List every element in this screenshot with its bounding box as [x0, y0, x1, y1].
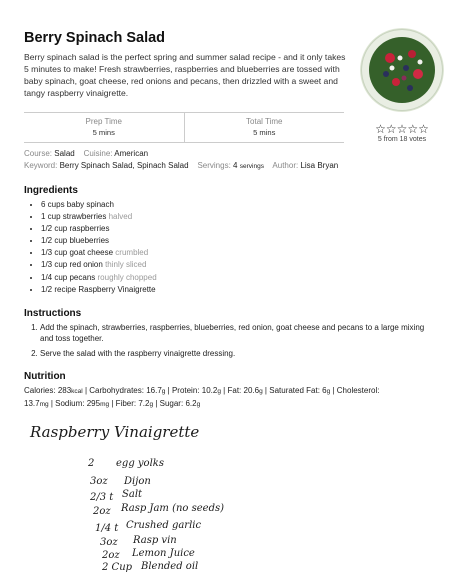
- instruction-step: 2. Serve the salad with the raspberry vinaigrette dressing.: [40, 348, 434, 360]
- handwritten-item: egg yolks: [116, 458, 164, 469]
- nutrition-heading: Nutrition: [24, 371, 66, 383]
- ingredient-item: • 1/2 cup raspberries: [41, 223, 434, 235]
- cuisine-value: American: [114, 149, 149, 158]
- ingredient-item: • 1/2 cup blueberries: [41, 235, 434, 247]
- handwritten-qty: 2 Cup: [102, 562, 133, 573]
- servings-label: Servings:: [197, 161, 231, 170]
- handwritten-qty: 2oz: [102, 550, 120, 561]
- author-value: Lisa Bryan: [300, 161, 339, 170]
- nutrition-facts: Calories: 283kcal | Carbohydrates: 16.7g | Protein: 10.2g | Fat: 20.6g | Saturated Fat: 6g | Cholesterol: 13.7mg | Sodium: 295mg | Fiber: 7.2g | Sugar: 6.2g: [24, 386, 380, 409]
- rating-stars-icon[interactable]: ☆☆☆☆☆: [375, 122, 429, 136]
- prep-time-value: 5 mins: [92, 128, 115, 137]
- handwritten-item: Crushed garlic: [126, 520, 202, 531]
- handwritten-item: Rasp Jam (no seeds): [121, 503, 225, 514]
- keyword-label: Keyword:: [24, 161, 58, 170]
- ingredient-item: • 1 cup strawberries halved: [41, 211, 434, 223]
- handwritten-title: Raspberry Vinaigrette: [30, 423, 200, 441]
- ingredient-item: • 1/3 cup goat cheese crumbled: [41, 247, 434, 259]
- handwritten-item: Lemon Juice: [132, 548, 195, 559]
- handwritten-item: Salt: [122, 489, 143, 500]
- handwritten-qty: 2: [88, 458, 95, 469]
- ingredient-item: • 6 cups baby spinach: [41, 199, 434, 211]
- handwritten-qty: 1/4 t: [95, 523, 119, 534]
- servings-value: 4: [233, 161, 238, 170]
- ingredient-item: • 1/3 cup red onion thinly sliced: [41, 259, 434, 271]
- ingredient-item: • 1/2 recipe Raspberry Vinaigrette: [41, 284, 434, 296]
- handwritten-qty: 2oz: [93, 506, 111, 517]
- course-value: Salad: [54, 149, 75, 158]
- handwritten-qty: 2/3 t: [90, 492, 114, 503]
- servings-unit: servings: [239, 163, 264, 170]
- ingredients-heading: Ingredients: [24, 185, 78, 196]
- handwritten-item: Blended oil: [141, 561, 199, 572]
- handwritten-item: Rasp vin: [133, 535, 177, 546]
- handwritten-item: Dijon: [124, 476, 151, 487]
- ingredient-item: • 1/4 cup pecans roughly chopped: [41, 272, 434, 284]
- total-time-label: Total Time: [246, 117, 283, 126]
- instructions-heading: Instructions: [24, 307, 82, 319]
- author-label: Author:: [272, 161, 299, 170]
- rating-votes: 5 from 18 votes: [377, 136, 427, 143]
- handwritten-qty: 3oz: [90, 476, 108, 487]
- recipe-title: Berry Spinach Salad: [24, 30, 166, 46]
- prep-time-label: Prep Time: [85, 117, 122, 126]
- handwritten-qty: 3oz: [100, 537, 118, 548]
- course-label: Course:: [24, 149, 53, 158]
- total-time-value: 5 mins: [253, 128, 276, 137]
- recipe-description: Berry spinach salad is the perfect spring and summer salad recipe - and it only takes 5 minutes to make! Fresh strawberries, raspberries and blueberries are tossed with baby spinach, goat cheese, red onions and pecans, then drizzled with a sweet and tangy raspberry vinaigrette.: [24, 52, 346, 98]
- cuisine-label: Cuisine:: [83, 149, 113, 158]
- keyword-value: Berry Spinach Salad, Spinach Salad: [59, 161, 189, 170]
- instruction-step: 1. Add the spinach, strawberries, raspberries, blueberries, red onion, goat cheese and pecans to a large mixing and toss together.: [40, 322, 434, 345]
